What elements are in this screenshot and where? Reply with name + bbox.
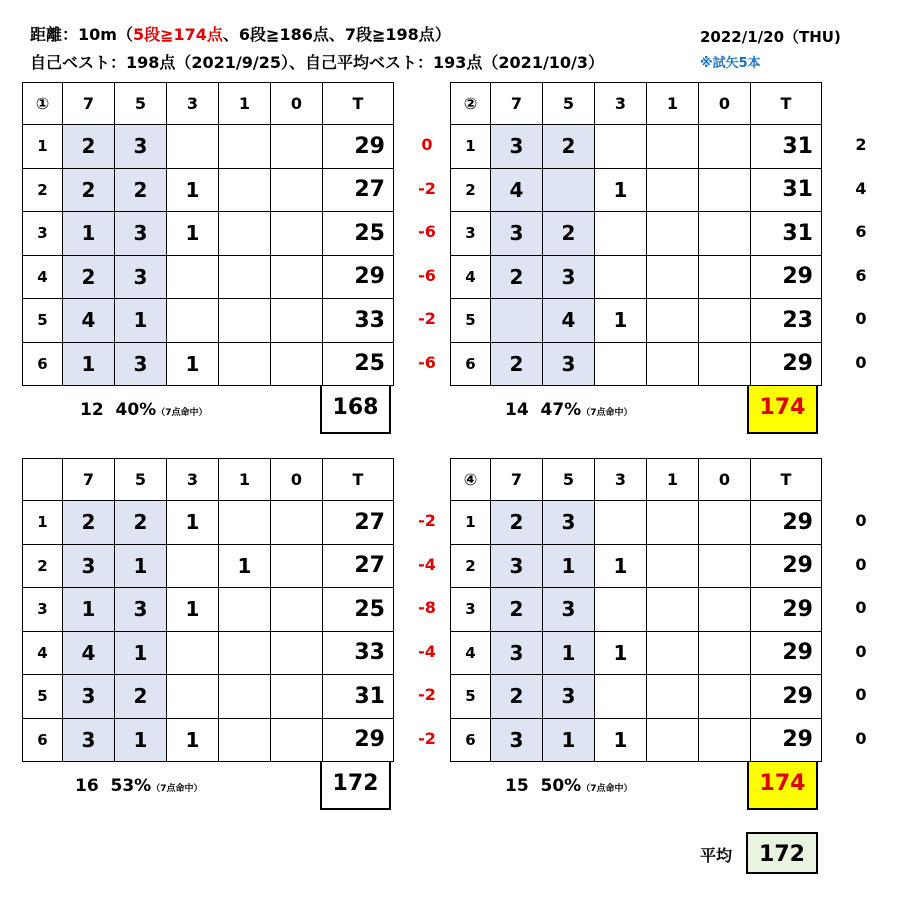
end-total: 33 [323,631,394,675]
count-1 [647,588,699,632]
count-3 [595,675,647,719]
count-5: 1 [543,631,595,675]
running-diff: -6 [418,265,436,285]
end-number: 1 [451,125,491,169]
score-table [450,82,822,386]
end-total: 27 [323,168,394,212]
count-5: 3 [543,501,595,545]
count-3: 1 [595,631,647,675]
distance-line [30,22,451,45]
count-5: 1 [115,544,167,588]
column-header: 7 [491,83,543,125]
count-1 [219,299,271,343]
round-label [23,459,63,501]
end-row [23,675,394,719]
count-0 [271,299,323,343]
running-diff: 4 [855,178,867,198]
count-1 [219,501,271,545]
count-7: 2 [491,342,543,386]
count-1: 1 [219,544,271,588]
end-number: 5 [23,299,63,343]
running-diff: 6 [855,265,867,285]
end-number: 4 [451,255,491,299]
column-header: 7 [63,83,115,125]
column-header: 7 [63,459,115,501]
count-3 [167,631,219,675]
count-7: 1 [63,588,115,632]
end-number: 6 [23,342,63,386]
count-5: 3 [543,255,595,299]
count-0 [699,255,751,299]
personal-best-line: 自己ベスト：198点（2021/9/25）、自己平均ベスト：193点（2021/10/3） [30,53,605,72]
count-1 [647,631,699,675]
count-0 [699,631,751,675]
count-7: 1 [63,342,115,386]
end-total: 29 [751,675,822,719]
end-total: 25 [323,342,394,386]
count-1 [219,212,271,256]
end-total: 29 [751,588,822,632]
count-3 [595,501,647,545]
running-diff: 0 [855,309,867,328]
round-label: ④ [451,459,491,501]
trial-arrows-note: ※試矢5本 [700,56,761,71]
count-1 [219,255,271,299]
column-header: 0 [699,459,751,501]
end-total: 25 [323,212,394,256]
running-diff: -8 [418,598,436,617]
running-diff: -2 [418,728,436,748]
end-row [451,544,822,588]
running-diff: -2 [418,309,436,328]
count-1 [647,718,699,762]
running-diff: -6 [418,352,436,372]
count-0 [699,342,751,386]
end-total: 31 [751,212,822,256]
count-3 [595,588,647,632]
count-3: 1 [595,718,647,762]
count-7: 1 [63,212,115,256]
end-total: 29 [323,718,394,762]
count-0 [271,255,323,299]
hit-stats [505,400,632,420]
hit-count: 12 [80,400,104,420]
count-3: 1 [167,501,219,545]
count-5: 2 [115,168,167,212]
average-value: 172 [746,832,818,874]
end-total: 29 [323,125,394,169]
count-1 [219,168,271,212]
count-3: 1 [595,544,647,588]
count-5: 1 [115,631,167,675]
end-row [23,299,394,343]
count-7: 3 [491,718,543,762]
count-5: 3 [115,588,167,632]
hit-count: 15 [505,776,529,796]
column-header: 0 [271,83,323,125]
count-3: 1 [167,588,219,632]
running-diff: 0 [855,554,867,574]
end-number: 3 [451,588,491,632]
running-diff: 0 [855,511,867,530]
end-number: 1 [23,501,63,545]
count-0 [271,588,323,632]
hit-stats [75,776,202,796]
hit-percent: 50% [540,776,582,796]
end-number: 2 [451,544,491,588]
score-table [450,458,822,762]
count-1 [219,631,271,675]
count-5: 1 [543,544,595,588]
count-0 [699,168,751,212]
count-1 [647,255,699,299]
round-total: 174 [747,386,818,434]
count-7: 2 [63,255,115,299]
count-1 [647,212,699,256]
count-3 [167,544,219,588]
end-row [451,675,822,719]
count-3 [595,255,647,299]
count-7: 3 [491,544,543,588]
count-5: 3 [115,212,167,256]
end-number: 6 [451,718,491,762]
count-5: 3 [115,342,167,386]
end-total: 25 [323,588,394,632]
column-header: 1 [647,459,699,501]
count-1 [647,501,699,545]
hit-note: （7点命中） [151,784,203,794]
count-1 [647,168,699,212]
count-7: 4 [491,168,543,212]
column-header: 3 [595,83,647,125]
column-header: 3 [167,459,219,501]
end-number: 2 [451,168,491,212]
count-5: 3 [115,125,167,169]
count-3 [167,675,219,719]
column-header: 1 [219,83,271,125]
end-row [23,544,394,588]
column-header: 0 [699,83,751,125]
count-5: 4 [543,299,595,343]
grade-5-threshold: 5段≧174点 [132,25,223,44]
count-0 [699,125,751,169]
end-number: 6 [23,718,63,762]
hit-count: 14 [505,400,529,420]
count-5: 1 [115,299,167,343]
average-label: 平均 [700,846,733,865]
count-7: 3 [63,718,115,762]
count-7: 3 [491,631,543,675]
count-7: 2 [63,501,115,545]
count-5: 2 [115,501,167,545]
count-7: 3 [491,125,543,169]
end-total: 31 [751,168,822,212]
grade-thresholds-rest: 、6段≧186点、7段≧198点） [222,25,451,44]
end-total: 29 [751,544,822,588]
count-7: 2 [63,168,115,212]
count-7: 2 [63,125,115,169]
end-row [451,255,822,299]
count-5 [543,168,595,212]
hit-percent: 53% [110,776,152,796]
column-header: 3 [595,459,647,501]
hit-stats [505,776,632,796]
count-1 [219,675,271,719]
running-diff: -2 [418,511,436,530]
running-diff: 0 [855,728,867,748]
running-diff: 0 [855,598,867,617]
column-header: 5 [115,83,167,125]
count-3 [595,125,647,169]
count-1 [647,675,699,719]
end-row [23,255,394,299]
count-7: 4 [63,299,115,343]
running-diff: -6 [418,222,436,241]
count-0 [699,675,751,719]
count-0 [271,718,323,762]
count-7: 2 [491,501,543,545]
end-total: 29 [751,255,822,299]
end-number: 5 [23,675,63,719]
column-header: 5 [115,459,167,501]
count-1 [647,544,699,588]
count-0 [271,168,323,212]
column-header: 5 [543,83,595,125]
count-0 [271,212,323,256]
hit-note: （7点命中） [156,408,208,418]
end-row [451,631,822,675]
count-1 [219,718,271,762]
count-3: 1 [167,168,219,212]
round-total: 168 [320,386,391,434]
count-1 [647,125,699,169]
count-5: 1 [115,718,167,762]
end-row [23,212,394,256]
end-number: 3 [23,212,63,256]
end-number: 2 [23,168,63,212]
column-header: T [323,83,394,125]
round-total: 174 [747,762,818,810]
date: 2022/1/20（THU) [700,28,841,46]
column-header: T [751,459,822,501]
hit-note: （7点命中） [581,408,633,418]
end-total: 27 [323,544,394,588]
end-row [451,125,822,169]
count-3: 1 [167,212,219,256]
hit-percent: 47% [540,400,582,420]
count-3 [595,342,647,386]
count-7: 4 [63,631,115,675]
column-header: 5 [543,459,595,501]
count-0 [271,544,323,588]
score-table [22,458,394,762]
end-number: 3 [23,588,63,632]
count-5: 2 [543,125,595,169]
count-5: 2 [543,212,595,256]
count-1 [647,299,699,343]
column-header: 3 [167,83,219,125]
count-0 [271,342,323,386]
end-number: 5 [451,675,491,719]
count-1 [647,342,699,386]
count-7: 3 [63,675,115,719]
end-total: 29 [751,342,822,386]
end-row [451,342,822,386]
end-number: 2 [23,544,63,588]
end-number: 4 [23,631,63,675]
column-header: 0 [271,459,323,501]
end-row [23,342,394,386]
end-total: 29 [751,718,822,762]
count-3: 1 [595,299,647,343]
count-3 [167,299,219,343]
running-diff: 2 [855,135,867,154]
end-number: 4 [23,255,63,299]
count-5: 3 [543,675,595,719]
count-5: 3 [543,588,595,632]
end-total: 31 [323,675,394,719]
count-7: 2 [491,255,543,299]
count-5: 3 [115,255,167,299]
count-7: 3 [491,212,543,256]
running-diff: 0 [855,685,867,704]
end-number: 6 [451,342,491,386]
count-5: 2 [115,675,167,719]
count-7: 2 [491,588,543,632]
count-7: 3 [63,544,115,588]
end-total: 27 [323,501,394,545]
count-7: 2 [491,675,543,719]
end-number: 1 [451,501,491,545]
end-number: 5 [451,299,491,343]
round-label: ① [23,83,63,125]
column-header: 1 [219,459,271,501]
end-row [451,212,822,256]
round-total: 172 [320,762,391,810]
column-header: T [751,83,822,125]
hit-count: 16 [75,776,99,796]
count-5: 3 [543,342,595,386]
end-row [451,718,822,762]
running-diff: 0 [855,641,867,661]
count-3 [167,255,219,299]
count-3 [167,125,219,169]
end-row [23,125,394,169]
end-total: 29 [751,631,822,675]
count-3 [595,212,647,256]
end-total: 33 [323,299,394,343]
count-0 [271,125,323,169]
running-diff: -4 [418,554,436,574]
count-1 [219,588,271,632]
end-row [451,168,822,212]
count-7 [491,299,543,343]
end-number: 3 [451,212,491,256]
column-header: 7 [491,459,543,501]
count-0 [271,675,323,719]
end-row [451,588,822,632]
count-0 [271,501,323,545]
count-3: 1 [167,342,219,386]
end-row [451,299,822,343]
end-row [23,718,394,762]
end-row [23,168,394,212]
count-0 [699,299,751,343]
end-total: 29 [751,501,822,545]
running-diff: 0 [855,352,867,372]
end-row [451,501,822,545]
distance-prefix: 距離：10m（ [30,25,133,44]
count-0 [699,588,751,632]
count-0 [699,501,751,545]
running-diff: 0 [421,135,433,154]
end-row [23,501,394,545]
hit-percent: 40% [115,400,157,420]
column-header: 1 [647,83,699,125]
running-diff: -2 [418,685,436,704]
running-diff: 6 [855,222,867,241]
end-row [23,631,394,675]
count-1 [219,125,271,169]
count-1 [219,342,271,386]
running-diff: -4 [418,641,436,661]
end-row [23,588,394,632]
count-0 [699,718,751,762]
hit-note: （7点命中） [581,784,633,794]
count-0 [699,212,751,256]
count-3: 1 [595,168,647,212]
column-header: T [323,459,394,501]
running-diff: -2 [418,178,436,198]
score-table [22,82,394,386]
hit-stats [80,400,207,420]
end-number: 4 [451,631,491,675]
count-3: 1 [167,718,219,762]
count-0 [699,544,751,588]
count-0 [271,631,323,675]
round-label: ② [451,83,491,125]
end-total: 29 [323,255,394,299]
end-number: 1 [23,125,63,169]
count-5: 1 [543,718,595,762]
end-total: 23 [751,299,822,343]
end-total: 31 [751,125,822,169]
